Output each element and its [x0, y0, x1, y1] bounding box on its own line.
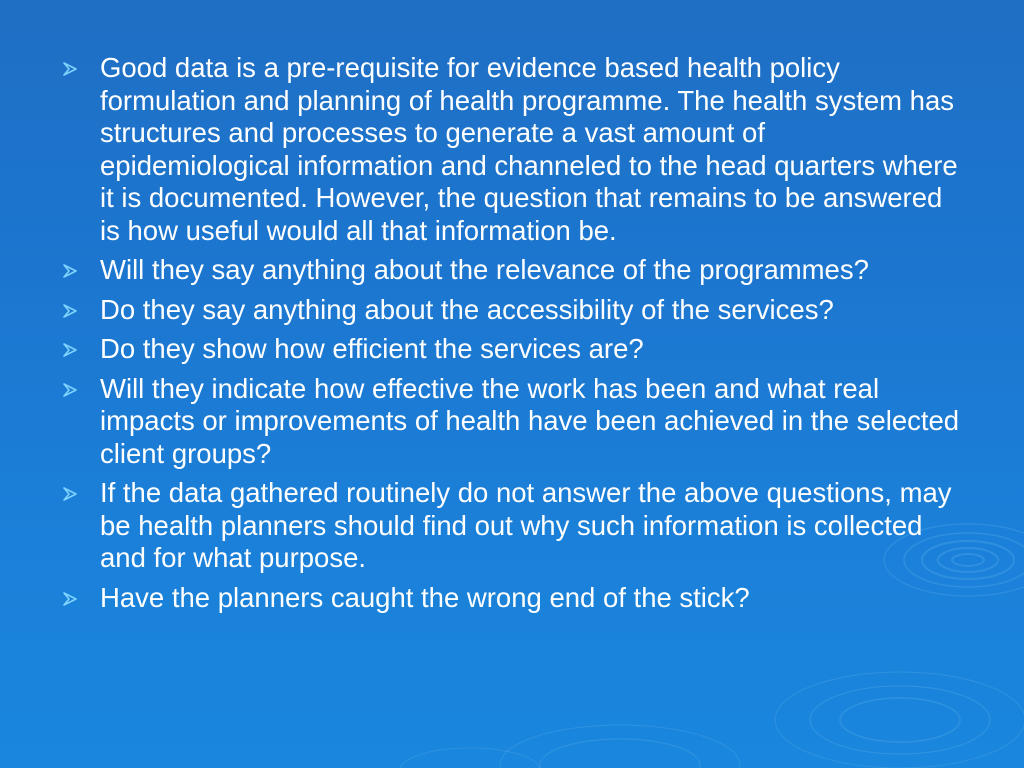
list-item [62, 582, 962, 615]
list-item [62, 52, 962, 247]
bullet-text: Will they say anything about the relevance of the programmes? [100, 254, 869, 285]
arrowhead-bullet-icon [62, 382, 78, 398]
bullet-text: Good data is a pre-requisite for evidence based health policy formulation and planning of health programme. The health system has structures and processes to generate a vast amount of epidemiological information and channeled to the head quarters where it is documented. However, the question that remains to be answered is how useful would all that information be. [100, 52, 958, 246]
arrowhead-bullet-icon [62, 486, 78, 502]
arrowhead-bullet-icon [62, 263, 78, 279]
list-item [62, 373, 962, 471]
list-item [62, 294, 962, 327]
bullet-text: Do they show how efficient the services are? [100, 333, 644, 364]
arrowhead-bullet-icon [62, 342, 78, 358]
arrowhead-bullet-icon [62, 61, 78, 77]
arrowhead-bullet-icon [62, 591, 78, 607]
bullet-text: Do they say anything about the accessibility of the services? [100, 293, 834, 325]
bullet-text: Have the planners caught the wrong end of the stick? [100, 581, 750, 613]
bullet-list [62, 52, 962, 621]
bullet-text: If the data gathered routinely do not answer the above questions, may be health planners should find out why such information is collected and for what purpose. [100, 477, 952, 573]
arrowhead-bullet-icon [62, 303, 78, 319]
bullet-text: Will they indicate how effective the work has been and what real impacts or improvements of health have been achieved in the selected client groups? [100, 372, 960, 469]
list-item [62, 477, 962, 575]
list-item [62, 333, 962, 366]
list-item [62, 254, 962, 287]
